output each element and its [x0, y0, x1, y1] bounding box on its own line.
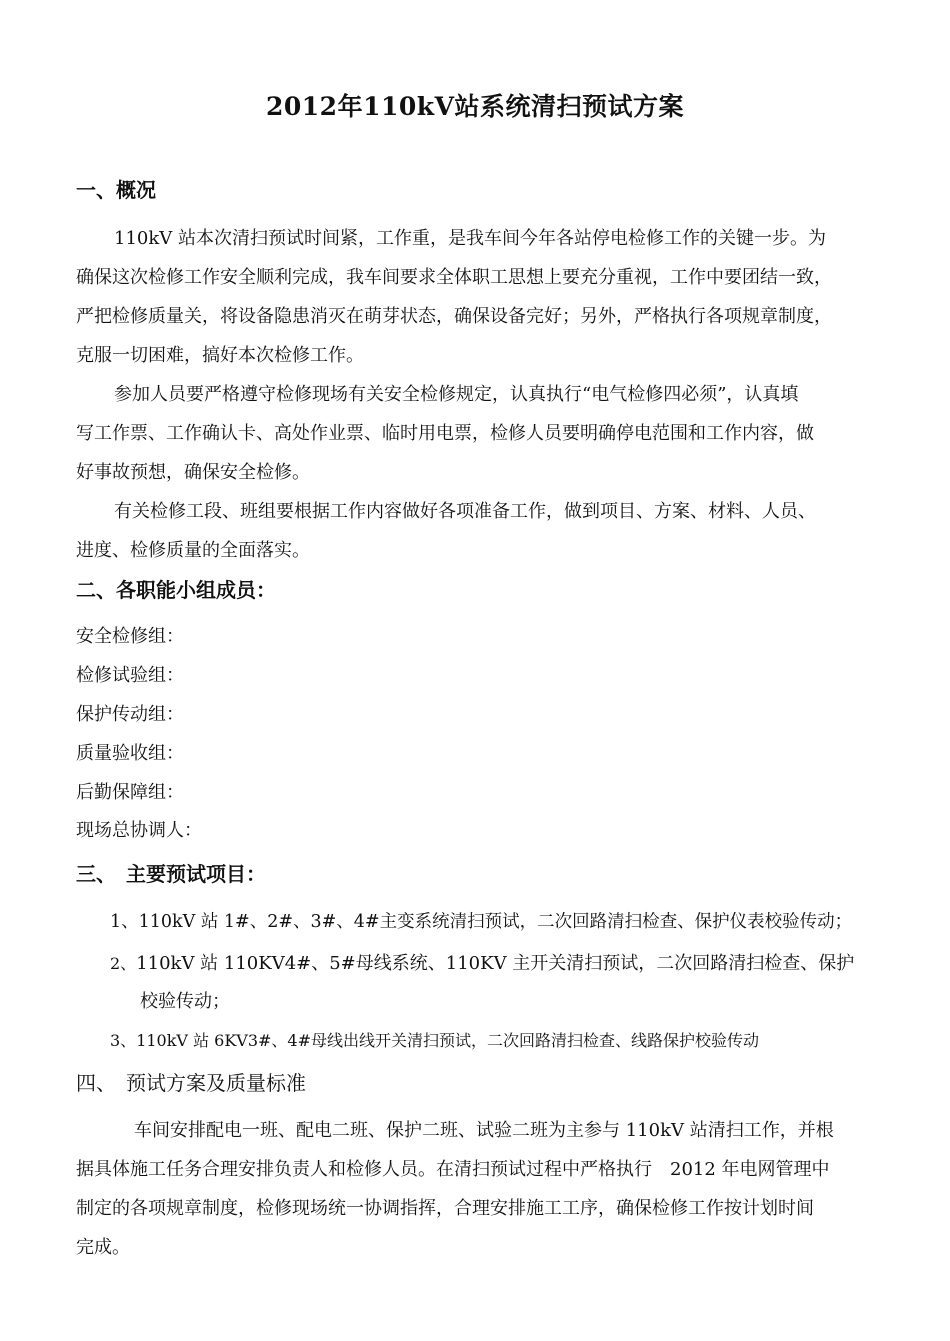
text-line: 有关检修工段、班组要根据工作内容做好各项准备工作，做到项目、方案、材料、人员、 — [114, 501, 816, 522]
section-1-paragraph-2 — [76, 375, 888, 492]
list-item-3 — [110, 1028, 759, 1054]
group-label-quality: 质量验收组： — [76, 743, 184, 764]
text-line: 参加人员要严格遵守检修现场有关安全检修规定，认真执行“电气检修四必须”，认真填 — [114, 384, 799, 405]
group-label-logistics: 后勤保障组： — [76, 782, 184, 803]
section-1-paragraph-1 — [76, 219, 888, 375]
list-item-2 — [110, 951, 854, 977]
section-2-heading: 二、各职能小组成员： — [76, 578, 276, 602]
list-text: 110kV 站 110KV4#、5#母线系统、110KV 主开关清扫预试，二次回路清扫检查、保护 — [136, 953, 855, 974]
document-title: 2012年110kV站系统清扫预试方案 — [266, 92, 684, 121]
section-4-heading: 四、 预试方案及质量标准 — [76, 1071, 306, 1095]
group-label-protection: 保护传动组： — [76, 704, 184, 725]
list-text: 110kV 站 6KV3#、4#母线出线开关清扫预试，二次回路清扫检查、线路保护校验传动 — [136, 1031, 760, 1050]
list-item-1 — [110, 909, 852, 935]
group-label-testing: 检修试验组： — [76, 665, 184, 686]
text-line: 写工作票、工作确认卡、高处作业票、临时用电票，检修人员要明确停电范围和工作内容，做 — [76, 423, 814, 444]
text-line: 车间安排配电一班、配电二班、保护二班、试验二班为主参与 110kV 站清扫工作，并根 — [134, 1120, 834, 1141]
group-label-coordinator: 现场总协调人： — [76, 820, 202, 841]
text-line: 完成。 — [76, 1237, 130, 1258]
list-text: 110kV 站 1#、2#、3#、4#主变系统清扫预试，二次回路清扫检查、保护仪表校验传动； — [138, 912, 853, 932]
list-number: 3、 — [110, 1031, 137, 1050]
list-item-2-continuation: 校验传动； — [140, 991, 230, 1012]
list-number: 1、 — [110, 912, 139, 932]
section-3-heading: 三、 主要预试项目： — [76, 862, 266, 886]
text-line: 110kV 站本次清扫预试时间紧，工作重，是我车间今年各站停电检修工作的关键一步。为 — [114, 228, 826, 249]
text-line: 严把检修质量关，将设备隐患消灭在萌芽状态，确保设备完好；另外，严格执行各项规章制度， — [76, 306, 832, 327]
section-1-paragraph-3 — [76, 492, 888, 570]
group-label-safety: 安全检修组： — [76, 626, 184, 647]
list-number: 2、 — [110, 954, 137, 973]
text-line: 好事故预想，确保安全检修。 — [76, 462, 310, 483]
text-line: 进度、检修质量的全面落实。 — [76, 540, 310, 561]
text-line: 确保这次检修工作安全顺利完成，我车间要求全体职工思想上要充分重视，工作中要团结一致， — [76, 267, 832, 288]
section-1-heading: 一、概况 — [76, 178, 156, 202]
text-line: 克服一切困难，搞好本次检修工作。 — [76, 345, 364, 366]
section-4-paragraph — [76, 1111, 888, 1267]
text-line: 制定的各项规章制度，检修现场统一协调指挥，合理安排施工工序，确保检修工作按计划时间 — [76, 1198, 814, 1219]
text-line: 据具体施工任务合理安排负责人和检修人员。在清扫预试过程中严格执行 2012 年电网管理中 — [76, 1159, 830, 1180]
